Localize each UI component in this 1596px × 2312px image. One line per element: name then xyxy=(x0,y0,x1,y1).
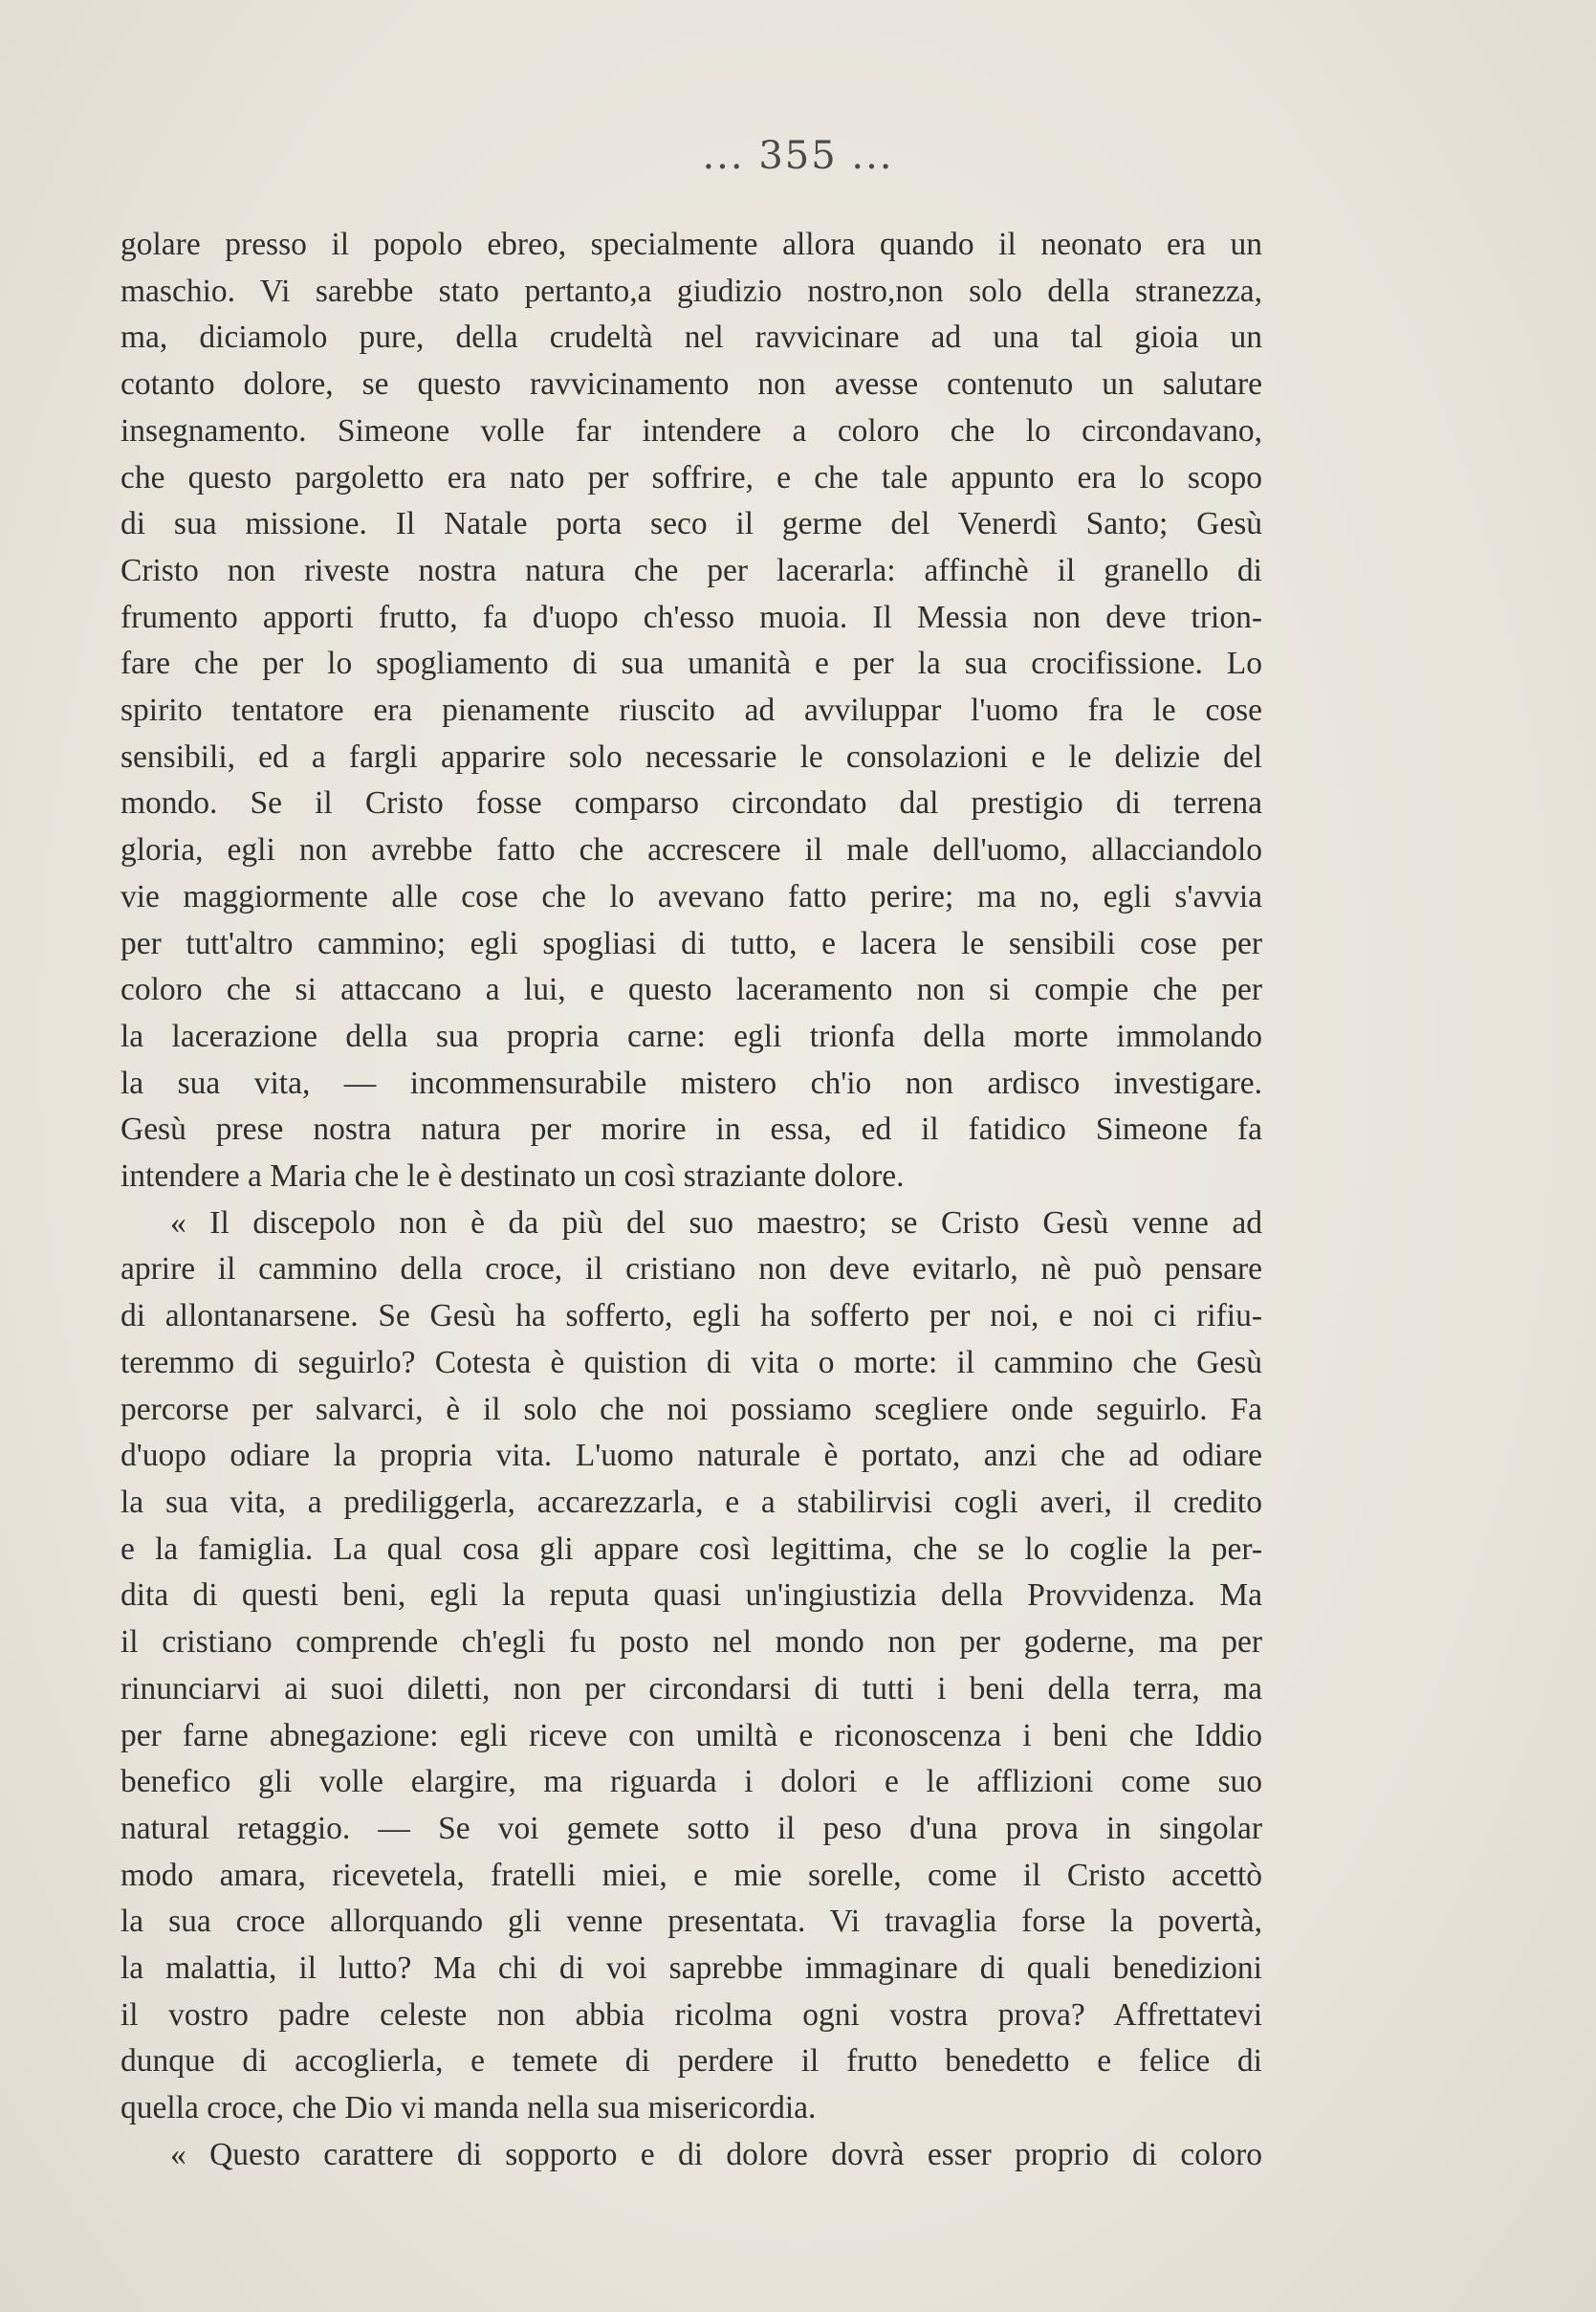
text-line: che questo pargoletto era nato per soffrire, e che tale appunto era lo scopo xyxy=(120,459,1262,495)
text-line: percorse per salvarci, è il solo che noi possiamo scegliere onde seguirlo. Fa xyxy=(120,1391,1262,1427)
text-line: aprire il cammino della croce, il cristiano non deve evitarlo, nè può pensare xyxy=(120,1251,1262,1288)
text-line: rinunciarvi ai suoi diletti, non per circondarsi di tutti i beni della terra, ma xyxy=(120,1670,1262,1706)
text-line: di sua missione. Il Natale porta seco il germe del Venerdì Santo; Gesù xyxy=(120,506,1262,542)
text-line: la lacerazione della sua propria carne: egli trionfa della morte immolando xyxy=(120,1018,1262,1054)
text-line: natural retaggio. — Se voi gemete sotto il peso d'una prova in singolar xyxy=(120,1810,1262,1846)
text-line: frumento apporti frutto, fa d'uopo ch'esso muoia. Il Messia non deve trion- xyxy=(120,599,1262,635)
text-line: la sua vita, — incommensurabile mistero ch'io non ardisco investigare. xyxy=(120,1065,1262,1101)
text-line: dita di questi beni, egli la reputa quasi un'ingiustizia della Provvidenza. Ma xyxy=(120,1577,1262,1614)
text-line: Cristo non riveste nostra natura che per lacerarla: affinchè il granello di xyxy=(120,552,1262,588)
body-text xyxy=(120,222,1262,2179)
text-line: di allontanarsene. Se Gesù ha sofferto, egli ha sofferto per noi, e noi ci rifiu- xyxy=(120,1298,1262,1334)
text-line: sensibili, ed a fargli apparire solo necessarie le consolazioni e le delizie del xyxy=(120,738,1262,775)
text-line: « Questo carattere di sopporto e di dolore dovrà esser proprio di coloro xyxy=(170,2136,1262,2172)
text-line: il cristiano comprende ch'egli fu posto nel mondo non per goderne, ma per xyxy=(120,1624,1262,1661)
text-line: la sua croce allorquando gli venne presentata. Vi travaglia forse la povertà, xyxy=(120,1904,1262,1940)
text-line: intendere a Maria che le è destinato un così straziante dolore. xyxy=(120,1158,905,1195)
text-line: e la famiglia. La qual cosa gli appare così legittima, che se lo coglie la per- xyxy=(120,1530,1262,1567)
text-line: quella croce, che Dio vi manda nella sua misericordia. xyxy=(120,2090,817,2126)
text-line: dunque di accoglierla, e temete di perdere il frutto benedetto e felice di xyxy=(120,2043,1262,2080)
text-line: Gesù prese nostra natura per morire in essa, ed il fatidico Simeone fa xyxy=(120,1112,1262,1148)
page-number: ... 355 ... xyxy=(702,134,894,178)
text-line: per tutt'altro cammino; egli spogliasi di tutto, e lacera le sensibili cose per xyxy=(120,925,1262,961)
text-line: spirito tentatore era pienamente riuscito ad avviluppar l'uomo fra le cose xyxy=(120,693,1262,729)
text-line: cotanto dolore, se questo ravvicinamento non avesse contenuto un salutare xyxy=(120,366,1262,403)
text-line: fare che per lo spogliamento di sua umanità e per la sua crocifissione. Lo xyxy=(120,646,1262,682)
text-line: la sua vita, a prediliggerla, accarezzarla, e a stabilirvisi cogli averi, il credito xyxy=(120,1484,1262,1520)
text-line: mondo. Se il Cristo fosse comparso circondato dal prestigio di terrena xyxy=(120,785,1262,822)
text-line: modo amara, ricevetela, fratelli miei, e mie sorelle, come il Cristo accettò xyxy=(120,1857,1262,1893)
text-line: benefico gli volle elargire, ma riguarda i dolori e le afflizioni come suo xyxy=(120,1764,1262,1800)
text-line: teremmo di seguirlo? Cotesta è quistion di vita o morte: il cammino che Gesù xyxy=(120,1344,1262,1380)
text-line: insegnamento. Simeone volle far intendere a coloro che lo circondavano, xyxy=(120,412,1262,449)
text-line: vie maggiormente alle cose che lo avevano fatto perire; ma no, egli s'avvia xyxy=(120,878,1262,914)
text-line: d'uopo odiare la propria vita. L'uomo naturale è portato, anzi che ad odiare xyxy=(120,1438,1262,1474)
text-line: golare presso il popolo ebreo, specialmente allora quando il neonato era un xyxy=(120,227,1262,262)
paragraph-2 xyxy=(120,1200,1262,2132)
text-line: per farne abnegazione: egli riceve con umiltà e riconoscenza i beni che Iddio xyxy=(120,1717,1262,1753)
text-line: il vostro padre celeste non abbia ricolma ogni vostra prova? Affrettatevi xyxy=(120,1996,1262,2033)
text-line: « Il discepolo non è da più del suo maestro; se Cristo Gesù venne ad xyxy=(170,1204,1262,1241)
text-line: maschio. Vi sarebbe stato pertanto,a giudizio nostro,non solo della stranezza, xyxy=(120,273,1262,309)
text-line: coloro che si attaccano a lui, e questo laceramento non si compie che per xyxy=(120,972,1262,1008)
paragraph-3 xyxy=(120,2132,1262,2179)
text-line: la malattia, il lutto? Ma chi di voi saprebbe immaginare di quali benedizioni xyxy=(120,1950,1262,1987)
text-line: gloria, egli non avrebbe fatto che accrescere il male dell'uomo, allacciandolo xyxy=(120,832,1262,869)
text-line: ma, diciamolo pure, della crudeltà nel ravvicinare ad una tal gioia un xyxy=(120,319,1262,356)
paragraph-1 xyxy=(120,222,1262,1200)
